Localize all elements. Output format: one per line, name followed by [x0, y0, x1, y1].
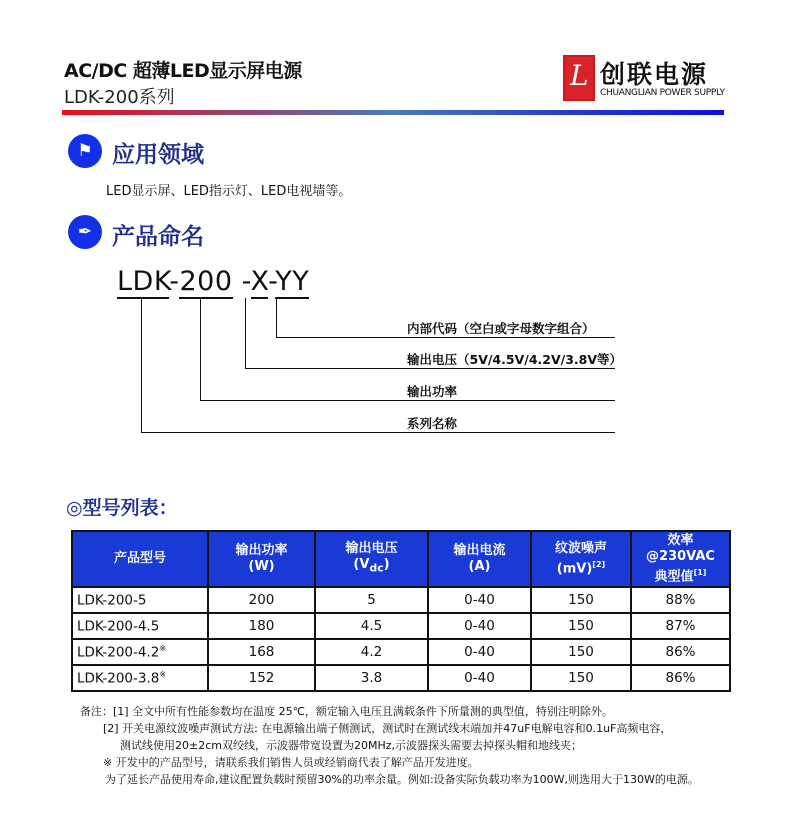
connector-line — [245, 368, 615, 369]
notes — [80, 703, 699, 788]
code-sep: - — [232, 266, 251, 297]
connector-line — [200, 400, 615, 401]
application-text: LED显示屏、LED指示灯、LED电视墙等。 — [106, 184, 352, 199]
flag-icon: ⚑ — [68, 134, 102, 168]
models-heading: ◎型号列表： — [66, 497, 178, 519]
connector-line — [276, 337, 615, 338]
brand-logo-icon: L — [563, 55, 595, 101]
brand-name: 创联电源 — [600, 60, 709, 89]
code-sep: - — [169, 266, 180, 297]
table-row: LDK-200-3.8※ 152 3.8 0-40 150 86% — [72, 665, 730, 691]
label-output-voltage: 输出电压（5V/4.5V/4.2V/3.8V等） — [407, 352, 623, 367]
series-name: LDK-200系列 — [64, 87, 175, 108]
code-sep: - — [268, 266, 276, 297]
table-row: LDK-200-4.2※ 168 4.2 0-40 150 86% — [72, 639, 730, 665]
naming-code — [117, 266, 309, 297]
col-voltage: 输出电压 $(V_{dc})$ — [315, 531, 428, 587]
label-output-power: 输出功率 — [407, 384, 458, 399]
col-current: 输出电流 (A) — [428, 531, 531, 587]
code-power: 200 — [179, 266, 233, 297]
connector-line — [141, 432, 615, 433]
col-efficiency: 效率 @230VAC 典型值[1] — [631, 531, 730, 587]
brand-name-en: CHUANGLIAN POWER SUPPLY — [600, 88, 725, 98]
doc-title: AC/DC 超薄LED显示屏电源 — [64, 60, 302, 82]
connector-line — [141, 298, 142, 433]
code-internal: YY — [275, 266, 310, 297]
connector-line — [245, 298, 246, 369]
code-series: LDK — [117, 266, 170, 297]
note-1: 备注：[1] 全文中所有性能参数均在温度 25℃，额定输入电压且满载条件下所量测的典型值，特别注明除外。 — [80, 705, 613, 718]
code-voltage: X — [250, 266, 269, 297]
pen-icon: ✒ — [68, 215, 102, 249]
col-power: 输出功率 (W) — [208, 531, 315, 587]
table-row: LDK-200-5 200 5 0-40 150 88% — [72, 587, 730, 613]
application-heading: 应用领域 — [112, 142, 204, 168]
note-2: [2] 开关电源纹波噪声测试方法: 在电源输出端子侧测试，测试时在测试线末端加并47uF电解电容和0.1uF高频电容， — [103, 722, 672, 735]
model-table — [71, 530, 731, 692]
note-derating: 为了延长产品使用寿命,建议配置负载时预留30%的功率余量。例如:设备实际负载功率为100W,则选用大于130W的电源。 — [105, 773, 699, 786]
connector-line — [200, 298, 201, 401]
col-noise: 纹波噪声 (mV)[2] — [531, 531, 631, 587]
connector-line — [276, 298, 277, 338]
label-internal-code: 内部代码（空白或字母数字组合） — [407, 321, 595, 336]
label-series-name: 系列名称 — [407, 416, 458, 431]
col-model: 产品型号 — [72, 531, 208, 587]
table-header-row — [72, 531, 730, 587]
naming-heading: 产品命名 — [112, 224, 204, 250]
note-dev: ※ 开发中的产品型号，请联系我们销售人员或经销商代表了解产品开发进度。 — [103, 756, 479, 769]
header-gradient-divider — [62, 110, 724, 115]
note-2-cont: 测试线使用20±2cm双绞线，示波器带宽设置为20MHz,示波器探头需要去掉探头帽和地线夹； — [120, 739, 583, 752]
table-row: LDK-200-4.5 180 4.5 0-40 150 87% — [72, 613, 730, 639]
